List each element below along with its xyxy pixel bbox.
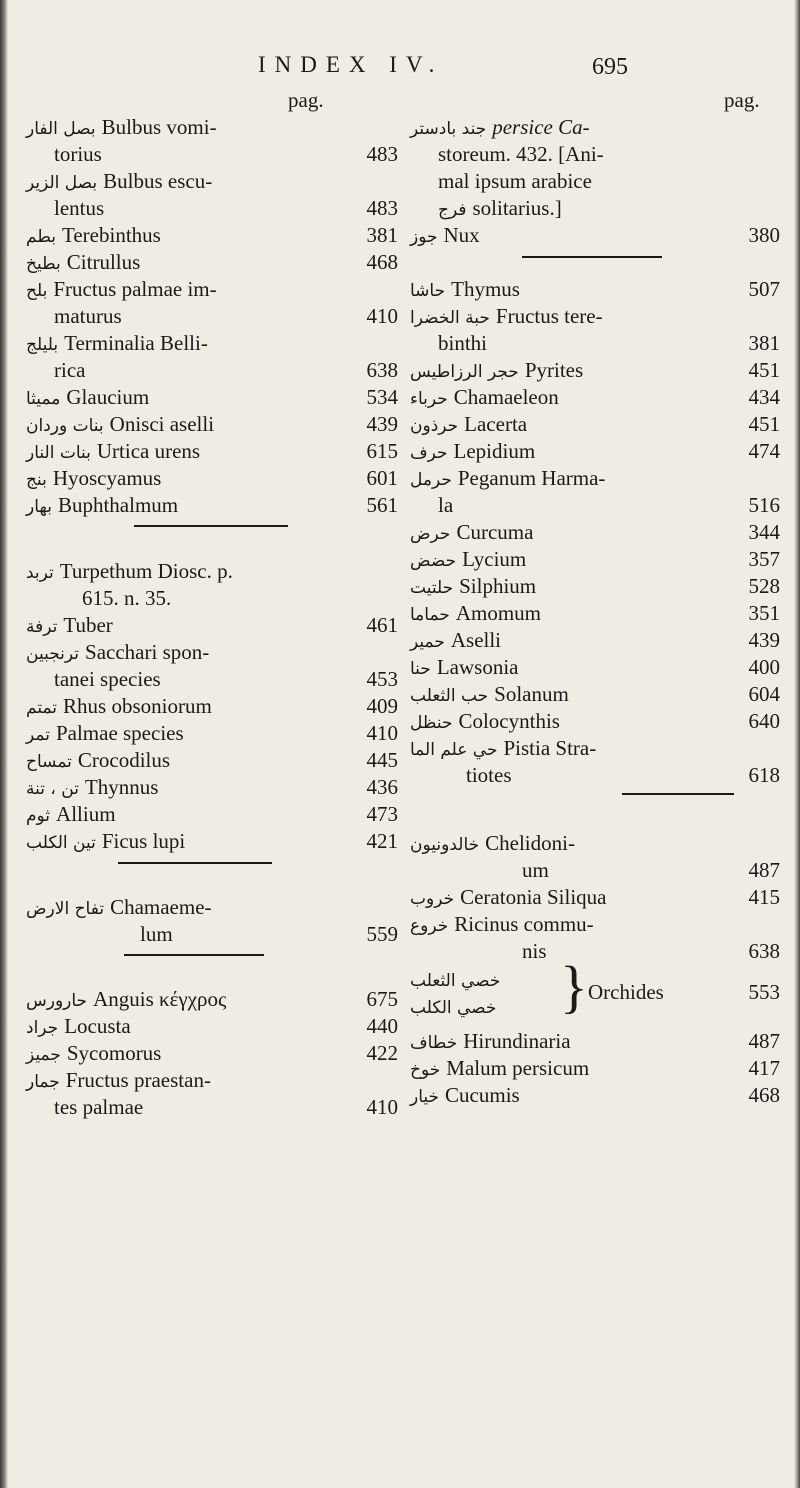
latin-term: Fructus tere- xyxy=(495,304,603,328)
index-entry-cont xyxy=(54,357,398,383)
page-ref: 618 xyxy=(748,763,780,787)
latin-term: Fructus palmae im- xyxy=(53,277,217,301)
latin-term: Buphthalmum xyxy=(57,493,179,517)
page-ref: 451 xyxy=(748,412,780,436)
page-ref: 357 xyxy=(748,547,780,571)
index-entry xyxy=(26,438,398,466)
arabic-term: حاشا xyxy=(410,281,446,301)
page-ref: 559 xyxy=(366,922,398,946)
arabic-term: حرذون xyxy=(410,416,459,436)
arabic-term: حرباء xyxy=(410,389,448,409)
latin-term: Colocynthis xyxy=(458,709,560,733)
arabic-term: ترنجبين xyxy=(26,644,80,664)
index-entry xyxy=(26,1067,398,1095)
latin-term: Aselli xyxy=(450,628,502,652)
page-edge-left xyxy=(0,0,8,1488)
index-entry xyxy=(26,639,398,667)
index-entry xyxy=(26,558,398,586)
latin-term: Nux xyxy=(443,223,480,247)
arabic-term: بنج xyxy=(26,470,47,490)
index-entry-cont xyxy=(438,195,780,223)
latin-term: Thymus xyxy=(451,277,520,301)
arabic-term: تفاح الارض xyxy=(26,899,105,919)
arabic-term: بنات النار xyxy=(26,443,91,463)
arabic-term: بطم xyxy=(26,227,56,247)
latin-continuation: torius xyxy=(54,142,102,166)
index-entry xyxy=(26,465,398,493)
index-entry xyxy=(26,801,398,829)
latin-continuation: lentus xyxy=(54,196,105,220)
latin-term: Urtica urens xyxy=(96,439,201,463)
page-ref: 417 xyxy=(748,1056,780,1080)
latin-term: Lycium xyxy=(462,547,527,571)
latin-continuation: lum xyxy=(140,922,173,946)
arabic-term: خصي الكلب xyxy=(410,998,497,1018)
arabic-term: حبة الخضرا xyxy=(410,308,490,328)
page-ref: 534 xyxy=(366,385,398,409)
section-divider xyxy=(118,862,272,864)
page-ref: 553 xyxy=(748,980,780,1004)
arabic-term: حجر الرزاطيس xyxy=(410,362,519,382)
latin-term: Rhus obsoniorum xyxy=(63,694,212,718)
page-ref: 528 xyxy=(748,574,780,598)
latin-continuation: tiotes xyxy=(466,763,512,787)
index-entry xyxy=(410,519,780,547)
index-entry xyxy=(26,168,398,196)
arabic-term: جميز xyxy=(26,1045,61,1065)
page-ref: 483 xyxy=(366,196,398,220)
index-entry-cont xyxy=(438,492,780,518)
index-entry xyxy=(26,894,398,922)
latin-term: Fructus praestan- xyxy=(65,1068,211,1092)
latin-term: Malum persicum xyxy=(446,1056,590,1080)
index-entry xyxy=(410,465,780,493)
page-ref: 516 xyxy=(748,493,780,517)
page-ref: 507 xyxy=(748,277,780,301)
arabic-term: جند بادستر xyxy=(410,119,487,139)
latin-term: Ficus lupi xyxy=(101,829,186,853)
latin-term: Cucumis xyxy=(445,1083,520,1107)
arabic-term: تربد xyxy=(26,563,54,583)
index-entry xyxy=(26,774,398,802)
index-title: INDEX IV. xyxy=(258,52,444,77)
arabic-term: بصل الزير xyxy=(26,173,98,193)
page-ref: 344 xyxy=(748,520,780,544)
latin-term: Peganum Harma- xyxy=(457,466,606,490)
arabic-term: تمساح xyxy=(26,752,72,772)
arabic-term: بلح xyxy=(26,281,48,301)
page-ref: 461 xyxy=(366,613,398,637)
page-ref: 439 xyxy=(366,412,398,436)
arabic-term: تين الكلب xyxy=(26,833,96,853)
arabic-term: بنات وردان xyxy=(26,416,104,436)
page-ref: 421 xyxy=(366,829,398,853)
index-entry xyxy=(410,546,780,574)
latin-term: Palmae species xyxy=(55,721,184,745)
page-ref: 601 xyxy=(366,466,398,490)
page-ref: 604 xyxy=(748,682,780,706)
page-ref: 638 xyxy=(366,358,398,382)
page-ref: 640 xyxy=(748,709,780,733)
section-divider xyxy=(622,793,734,795)
page-ref: 468 xyxy=(366,250,398,274)
pag-label-right: pag. xyxy=(724,88,760,112)
page-ref: 415 xyxy=(748,885,780,909)
index-entry-cont xyxy=(82,585,398,611)
latin-term: Glaucium xyxy=(66,385,150,409)
latin-continuation: um xyxy=(522,858,549,882)
latin-term: Onisci aselli xyxy=(109,412,215,436)
latin-term: Ceratonia Siliqua xyxy=(460,885,607,909)
index-entry xyxy=(410,681,780,709)
arabic-term: حرمل xyxy=(410,470,452,490)
grouping-brace: } xyxy=(560,954,588,1019)
index-entry xyxy=(26,828,398,856)
arabic-term: بهار xyxy=(26,497,52,517)
index-entry-cont xyxy=(466,762,780,788)
arabic-term: حنا xyxy=(410,659,431,679)
latin-continuation: mal ipsum arabice xyxy=(438,169,592,193)
page-ref: 440 xyxy=(366,1014,398,1038)
page-ref: 487 xyxy=(748,1029,780,1053)
arabic-term: حب الثعلب xyxy=(410,686,489,706)
index-entry xyxy=(410,708,780,736)
arabic-term: بصل الفار xyxy=(26,119,96,139)
index-entry xyxy=(410,114,780,142)
latin-continuation: rica xyxy=(54,358,86,382)
arabic-term: خوخ xyxy=(410,1060,441,1080)
arabic-term: جمار xyxy=(26,1072,60,1092)
latin-term: Hirundinaria xyxy=(463,1029,571,1053)
arabic-term: جوز xyxy=(410,227,438,247)
page-ref: 436 xyxy=(366,775,398,799)
latin-term: Bulbus escu- xyxy=(103,169,213,193)
latin-term: Curcuma xyxy=(456,520,534,544)
latin-term: Terminalia Belli- xyxy=(64,331,208,355)
index-entry xyxy=(26,114,398,142)
arabic-term: حنظل xyxy=(410,713,453,733)
index-entry xyxy=(26,222,398,250)
arabic-term: حرض xyxy=(410,524,451,544)
index-entry xyxy=(410,222,780,250)
index-entry xyxy=(26,986,398,1014)
latin-continuation: maturus xyxy=(54,304,122,328)
index-entry-cont xyxy=(54,1094,398,1120)
page-ref: 381 xyxy=(748,331,780,355)
index-entry xyxy=(26,612,398,640)
index-entry xyxy=(26,1013,398,1041)
page-ref: 453 xyxy=(366,667,398,691)
page-ref: 381 xyxy=(366,223,398,247)
page-ref: 638 xyxy=(748,939,780,963)
latin-term: Orchides xyxy=(588,980,664,1004)
arabic-term: خطاف xyxy=(410,1033,458,1053)
latin-term: Pistia Stra- xyxy=(503,736,597,760)
index-entry xyxy=(26,747,398,775)
arabic-term: حارورس xyxy=(26,991,88,1011)
index-entry xyxy=(410,276,780,304)
index-entry xyxy=(410,438,780,466)
index-entry xyxy=(410,1082,780,1110)
arabic-term: جراد xyxy=(26,1018,59,1038)
arabic-term: حلتيت xyxy=(410,578,454,598)
arabic-term: حضض xyxy=(410,551,457,571)
index-entry xyxy=(410,735,780,763)
latin-term: Lacerta xyxy=(464,412,528,436)
index-entry xyxy=(410,654,780,682)
latin-term: Citrullus xyxy=(66,250,141,274)
index-entry xyxy=(26,411,398,439)
latin-term: Bulbus vomi- xyxy=(101,115,217,139)
index-entry xyxy=(410,884,780,912)
arabic-term: ترفة xyxy=(26,617,58,637)
page-ref: 410 xyxy=(366,304,398,328)
section-divider xyxy=(522,256,662,258)
index-entry-cont xyxy=(54,195,398,221)
index-entry-cont xyxy=(140,921,398,947)
arabic-term: تمتم xyxy=(26,698,58,718)
index-entry xyxy=(410,357,780,385)
arabic-term: خالدونيون xyxy=(410,835,480,855)
arabic-term: حي علم الما xyxy=(410,740,498,760)
page-ref: 434 xyxy=(748,385,780,409)
latin-continuation: tes palmae xyxy=(54,1095,144,1119)
page-ref: 468 xyxy=(748,1083,780,1107)
latin-term: Crocodilus xyxy=(77,748,171,772)
latin-term: Allium xyxy=(56,802,116,826)
page-ref: 561 xyxy=(366,493,398,517)
latin-term: Ricinus commu- xyxy=(454,912,594,936)
latin-term: Silphium xyxy=(459,574,537,598)
section-divider xyxy=(124,954,264,956)
index-entry xyxy=(26,249,398,277)
latin-term: Terebinthus xyxy=(62,223,161,247)
index-entry xyxy=(26,720,398,748)
arabic-term: حمير xyxy=(410,632,445,652)
latin-term: Chamaeme- xyxy=(110,895,212,919)
page-ref: 483 xyxy=(366,142,398,166)
index-entry xyxy=(410,573,780,601)
page-ref: 351 xyxy=(748,601,780,625)
page-ref: 410 xyxy=(366,721,398,745)
latin-continuation: nis xyxy=(522,939,547,963)
page-ref: 439 xyxy=(748,628,780,652)
page-number: 695 xyxy=(592,54,628,80)
arabic-term: خصي الثعلب xyxy=(410,971,501,991)
index-entry-cont xyxy=(438,168,780,194)
index-entry xyxy=(410,1055,780,1083)
arabic-term: تن ، تنة xyxy=(26,779,79,799)
index-entry xyxy=(26,693,398,721)
index-entry xyxy=(410,1028,780,1056)
page-ref: 410 xyxy=(366,1095,398,1119)
latin-term: Chamaeleon xyxy=(453,385,559,409)
latin-continuation: 615. n. 35. xyxy=(82,586,172,610)
page-ref: 473 xyxy=(366,802,398,826)
page-ref: 615 xyxy=(366,439,398,463)
latin-term: Lawsonia xyxy=(436,655,519,679)
index-entry-arabic-pair xyxy=(410,966,560,994)
index-entry xyxy=(410,627,780,655)
page-ref: 451 xyxy=(748,358,780,382)
latin-term: Amomum xyxy=(455,601,541,625)
page-ref: 400 xyxy=(748,655,780,679)
latin-term: Anguis κέγχρος xyxy=(93,987,227,1011)
latin-term: Solanum xyxy=(494,682,569,706)
latin-term: Turpethum Diosc. p. xyxy=(59,559,233,583)
index-entry xyxy=(26,384,398,412)
page-ref: 380 xyxy=(748,223,780,247)
index-entry xyxy=(588,979,780,1005)
page-ref: 409 xyxy=(366,694,398,718)
page-edge-right xyxy=(794,0,800,1488)
page-ref: 487 xyxy=(748,858,780,882)
latin-term: Lepidium xyxy=(453,439,536,463)
index-entry-cont xyxy=(54,141,398,167)
index-entry-arabic-pair xyxy=(410,993,560,1021)
index-entry-cont xyxy=(438,330,780,356)
latin-term: persice Ca- xyxy=(492,115,590,139)
latin-term: Locusta xyxy=(64,1014,131,1038)
latin-continuation: la xyxy=(438,493,454,517)
page-ref: 675 xyxy=(366,987,398,1011)
arabic-term: بليلج xyxy=(26,335,59,355)
index-entry xyxy=(410,600,780,628)
index-entry-cont xyxy=(54,303,398,329)
index-entry xyxy=(26,1040,398,1068)
latin-continuation: solitarius.] xyxy=(472,196,562,220)
latin-continuation: storeum. 432. [Ani- xyxy=(438,142,604,166)
latin-term: Sacchari spon- xyxy=(85,640,210,664)
index-entry-cont xyxy=(438,141,780,167)
latin-term: Hyoscyamus xyxy=(52,466,162,490)
latin-term: Pyrites xyxy=(524,358,584,382)
latin-continuation: tanei species xyxy=(54,667,161,691)
arabic-term: حماما xyxy=(410,605,450,625)
index-entry-cont xyxy=(54,666,398,692)
latin-continuation: binthi xyxy=(438,331,488,355)
page-header xyxy=(0,52,800,86)
arabic-term: حرف xyxy=(410,443,448,463)
arabic-term: خروع xyxy=(410,916,449,936)
latin-term: Tuber xyxy=(63,613,113,637)
arabic-term: خيار xyxy=(410,1087,440,1107)
page-ref: 422 xyxy=(366,1041,398,1065)
latin-term: Thynnus xyxy=(84,775,159,799)
arabic-term: فرج xyxy=(438,200,467,220)
arabic-term: بطيخ xyxy=(26,254,61,274)
index-entry xyxy=(410,830,780,858)
index-entry xyxy=(410,911,780,939)
arabic-term: ثوم xyxy=(26,806,51,826)
index-entry xyxy=(26,330,398,358)
page-ref: 474 xyxy=(748,439,780,463)
index-entry xyxy=(26,276,398,304)
index-entry xyxy=(410,303,780,331)
index-entry xyxy=(410,411,780,439)
latin-term: Chelidoni- xyxy=(485,831,575,855)
index-entry-cont xyxy=(522,857,780,883)
pag-label-left: pag. xyxy=(288,88,324,112)
index-entry xyxy=(26,492,398,520)
index-entry xyxy=(410,384,780,412)
page-ref: 445 xyxy=(366,748,398,772)
arabic-term: مميثا xyxy=(26,389,61,409)
latin-term: Sycomorus xyxy=(66,1041,162,1065)
section-divider xyxy=(134,525,288,527)
arabic-term: خروب xyxy=(410,889,455,909)
arabic-term: تمر xyxy=(26,725,50,745)
